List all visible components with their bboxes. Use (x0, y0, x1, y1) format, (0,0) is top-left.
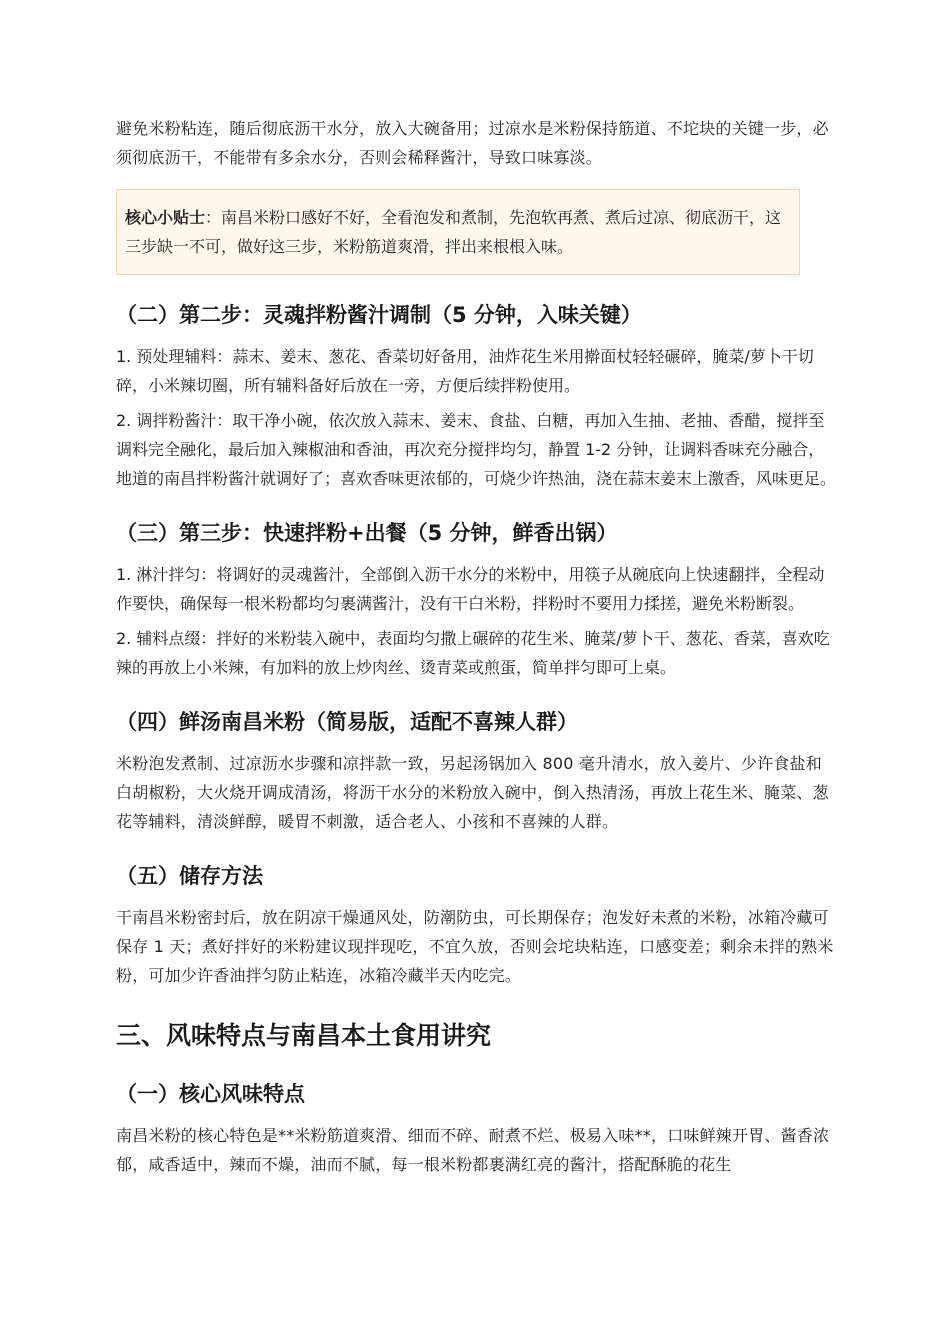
list-item: 1. 淋汁拌匀：将调好的灵魂酱汁，全部倒入沥干水分的米粉中，用筷子从碗底向上快速翻拌，全程动作要快，确保每一根米粉都均匀裹满酱汁，没有干白米粉，拌粉时不要用力揉搓，避免米粉断裂。 (116, 565, 825, 613)
intro-paragraph: 避免米粉粘连，随后彻底沥干水分，放入大碗备用；过凉水是米粉保持筋道、不坨块的关键一步，必须彻底沥干，不能带有多余水分，否则会稀释酱汁，导致口味寡淡。 (116, 119, 829, 167)
chapter3-subheading: （一）核心风味特点 (116, 1082, 305, 1106)
tip-box (116, 189, 800, 275)
chapter3-paragraph: 南昌米粉的核心特色是**米粉筋道爽滑、细而不碎、耐煮不烂、极易入味**，口味鲜辣开胃、酱香浓郁，咸香适中，辣而不燥，油而不腻，每一根米粉都裹满红亮的酱汁，搭配酥脆的花生 (116, 1126, 830, 1174)
tip-label: 核心小贴士 (125, 208, 206, 227)
section3-heading: （三）第三步：快速拌粉+出餐（5 分钟，鲜香出锅） (116, 521, 618, 545)
section4-paragraph: 米粉泡发煮制、过凉沥水步骤和凉拌款一致，另起汤锅加入 800 毫升清水，放入姜片、少许食盐和白胡椒粉，大火烧开调成清汤，将沥干水分的米粉放入碗中，倒入热清汤，再放上花生米、腌菜、葱花等辅料，清淡鲜醇，暖胃不刺激，适合老人、小孩和不喜辣的人群。 (116, 754, 829, 831)
list-item: 1. 预处理辅料：蒜末、姜末、葱花、香菜切好备用，油炸花生米用擀面杖轻轻碾碎，腌菜/萝卜干切碎，小米辣切圈，所有辅料备好后放在一旁，方便后续拌粉使用。 (116, 347, 814, 395)
tip-text: ：南昌米粉口感好不好，全看泡发和煮制，先泡软再煮、煮后过凉、彻底沥干，这三步缺一不可，做好这三步，米粉筋道爽滑，拌出来根根入味。 (125, 208, 782, 256)
chapter3-heading: 三、风味特点与南昌本土食用讲究 (116, 1021, 492, 1050)
section4-heading: （四）鲜汤南昌米粉（简易版，适配不喜辣人群） (116, 710, 578, 734)
list-item: 2. 调拌粉酱汁：取干净小碗，依次放入蒜末、姜末、食盐、白糖，再加入生抽、老抽、香醋，搅拌至调料完全融化，最后加入辣椒油和香油，再次充分搅拌均匀，静置 1-2 分钟，让调料香味充分融合，地道的南昌拌粉酱汁就调好了；喜欢香味更浓郁的，可烧少许热油，浇在蒜末姜末上激香，风味更足。 (116, 411, 837, 488)
document-content (116, 114, 838, 1179)
list-item: 2. 辅料点缀：拌好的米粉装入碗中，表面均匀撒上碾碎的花生米、腌菜/萝卜干、葱花、香菜，喜欢吃辣的再放上小米辣，有加料的放上炒肉丝、烫青菜或煎蛋，简单拌匀即可上桌。 (116, 629, 830, 677)
section2-heading: （二）第二步：灵魂拌粉酱汁调制（5 分钟，入味关键） (116, 303, 642, 327)
section5-paragraph: 干南昌米粉密封后，放在阴凉干燥通风处，防潮防虫，可长期保存；泡发好未煮的米粉，冰箱冷藏可保存 1 天；煮好拌好的米粉建议现拌现吃，不宜久放，否则会坨块粘连，口感变差；剩余未拌的熟米粉，可加少许香油拌匀防止粘连，冰箱冷藏半天内吃完。 (116, 908, 834, 985)
section5-heading: （五）储存方法 (116, 864, 263, 888)
